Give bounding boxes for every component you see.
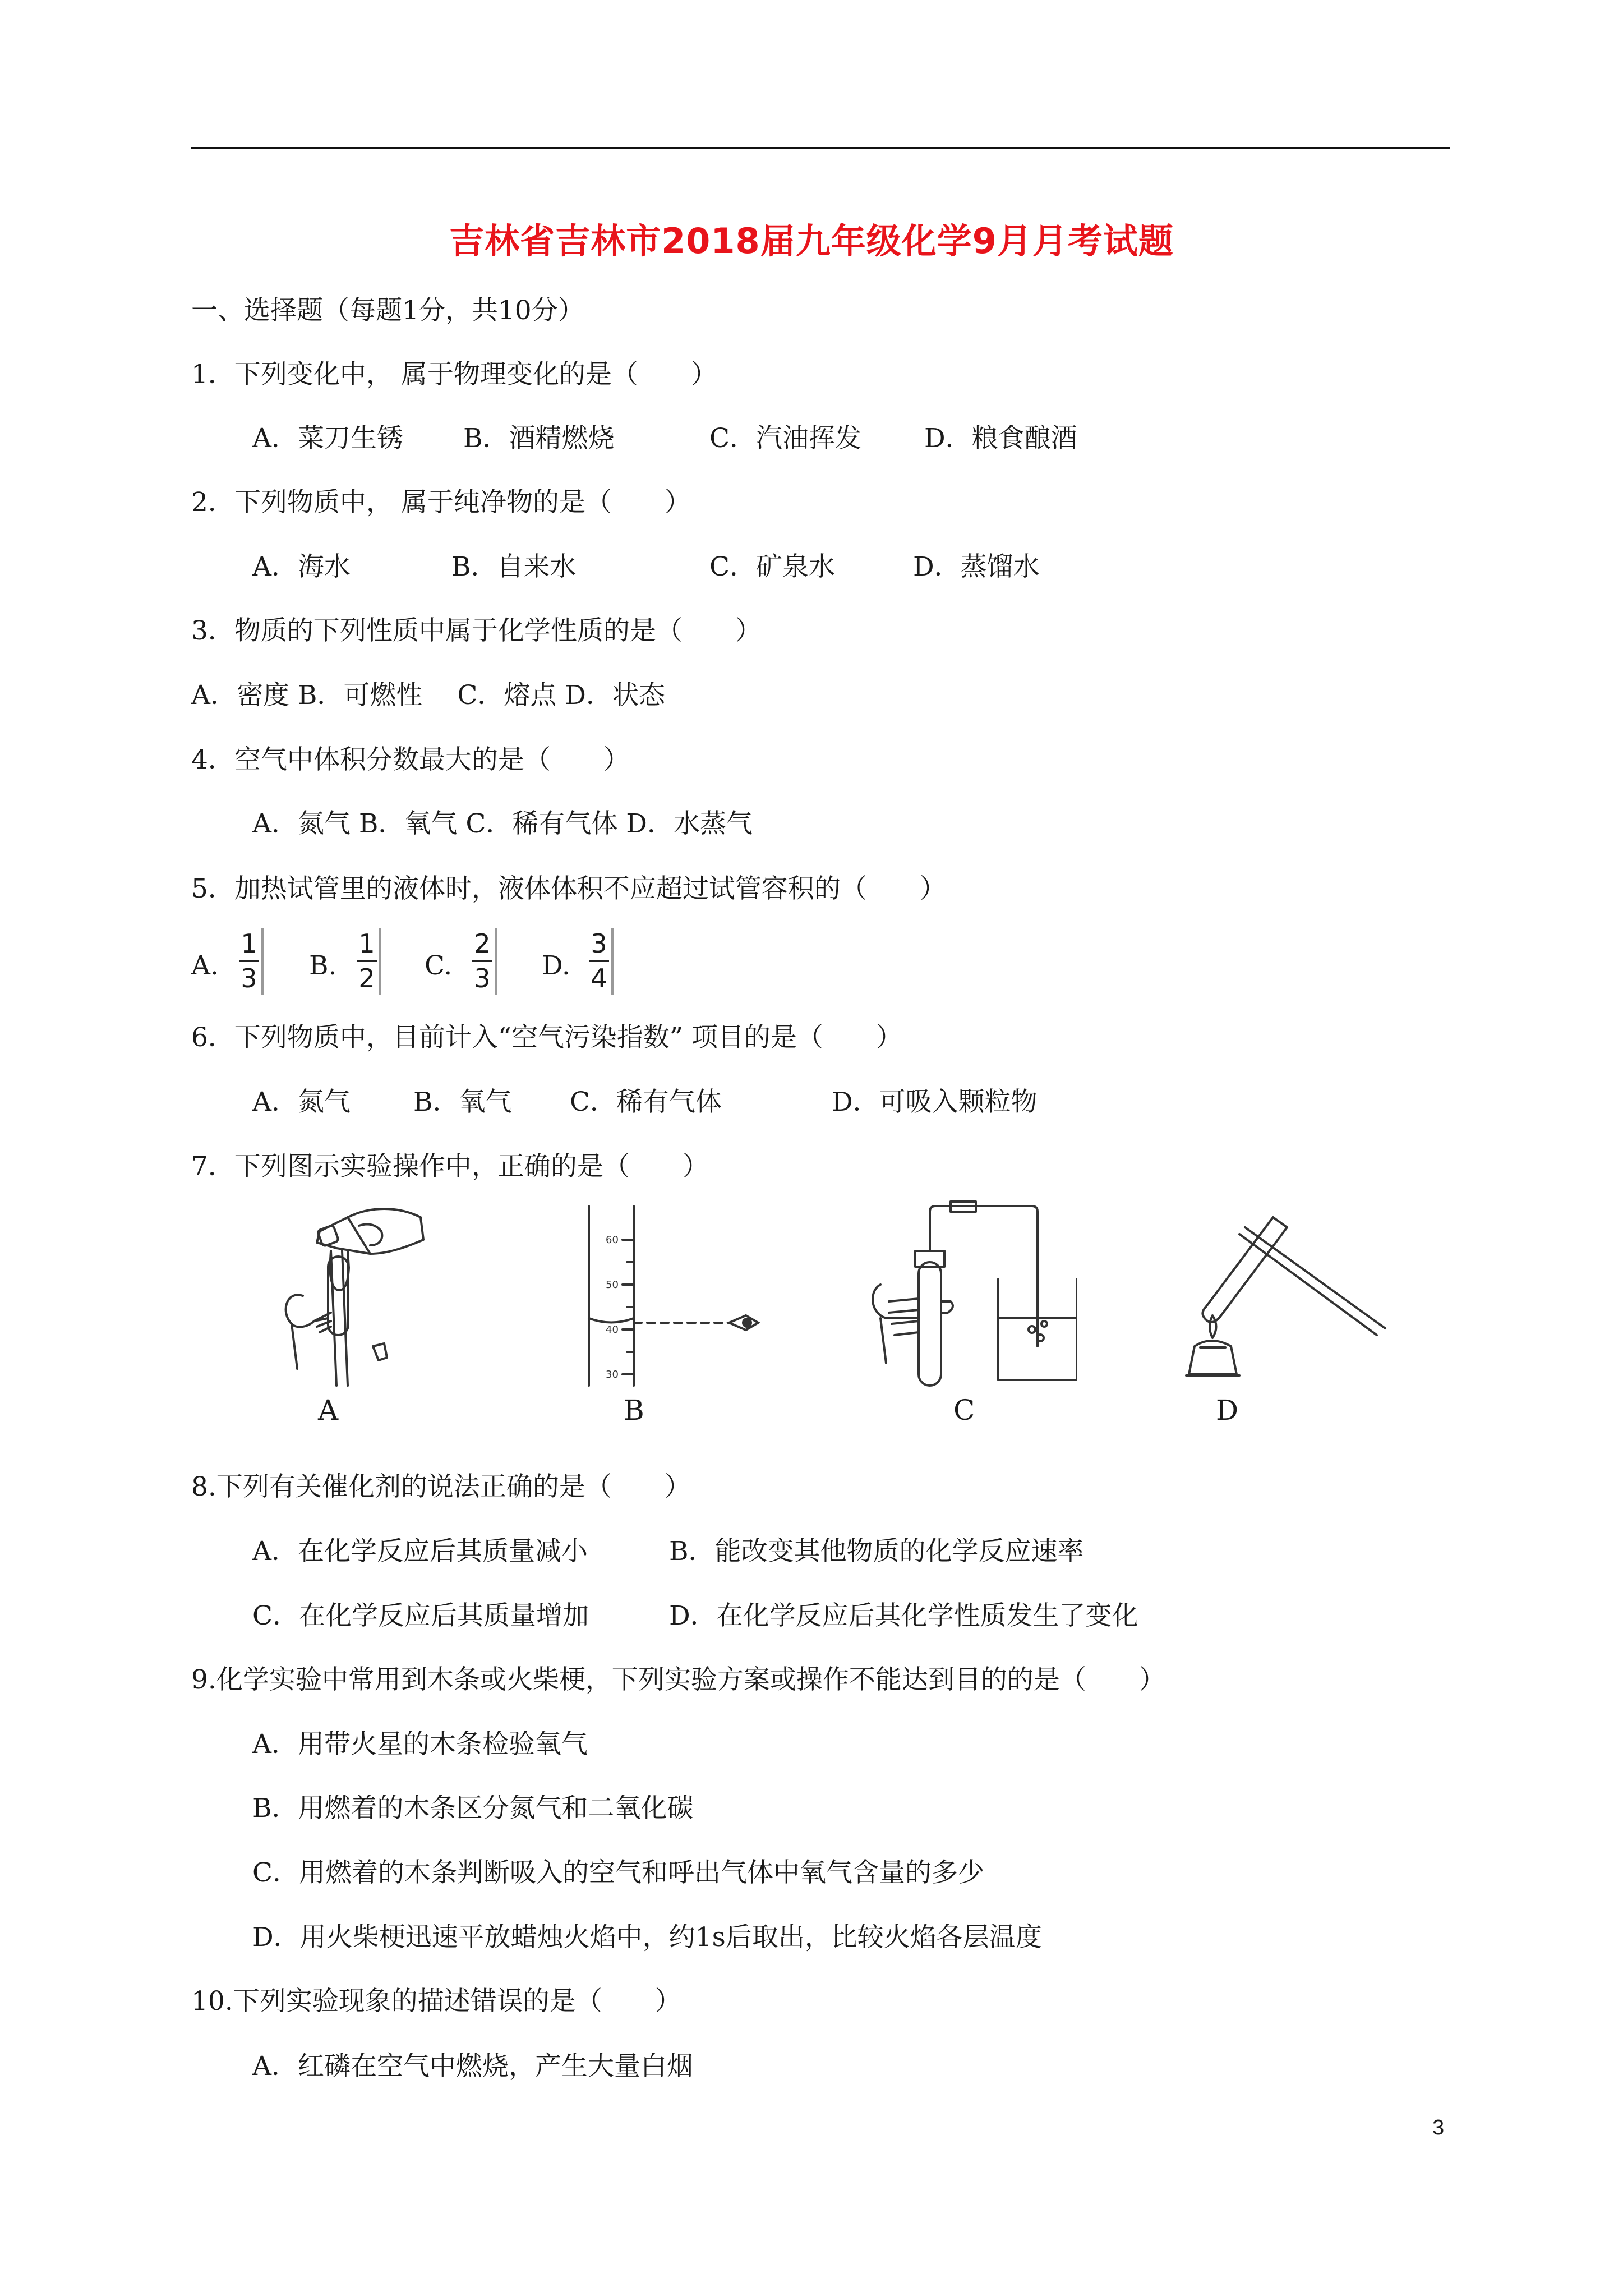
figure-heating-test-tube <box>1155 1200 1391 1391</box>
figure-label-b: B <box>624 1394 644 1427</box>
page-number: 3 <box>1432 2116 1445 2139</box>
cylinder-tick-50: 50 <box>606 1279 619 1291</box>
question-5: 5．加热试管里的液体时，液体体积不应超过试管容积的（ ） <box>191 873 946 904</box>
q3-options: A．密度 B．可燃性 C．熔点 D．状态 <box>191 680 665 711</box>
q1-option-a: A．菜刀生锈 <box>252 423 403 454</box>
fraction-numerator: 1 <box>241 928 257 959</box>
q4-options: A．氮气 B．氧气 C．稀有气体 D．水蒸气 <box>252 808 753 839</box>
question-2: 2．下列物质中， 属于纯净物的是（ ） <box>191 487 691 518</box>
fraction-bar <box>357 960 377 962</box>
q8-option-d: D．在化学反应后其化学性质发生了变化 <box>669 1600 1138 1631</box>
fraction-border <box>379 928 381 995</box>
q6-option-b: B．氧气 <box>413 1087 512 1117</box>
cylinder-tick-40: 40 <box>606 1324 619 1336</box>
q8-option-b: B．能改变其他物质的化学反应速率 <box>669 1536 1084 1567</box>
fraction-three-quarters <box>587 928 612 995</box>
fraction-denominator: 3 <box>241 963 257 993</box>
fraction-denominator: 2 <box>358 963 375 993</box>
fraction-numerator: 1 <box>358 928 375 959</box>
fraction-one-third-a <box>237 928 262 995</box>
q5-option-c: C. <box>425 950 453 981</box>
header-rule <box>191 147 1450 149</box>
q2-option-d: D．蒸馏水 <box>913 551 1040 582</box>
q2-option-b: B．自来水 <box>451 551 577 582</box>
cylinder-tick-30: 30 <box>606 1369 619 1381</box>
section-heading: 一、选择题（每题1分，共10分） <box>191 295 584 326</box>
q9-option-b: B．用燃着的木条区分氮气和二氧化碳 <box>252 1793 694 1824</box>
q1-option-b: B．酒精燃烧 <box>463 423 615 454</box>
exam-title: 吉林省吉林市2018届九年级化学9月月考试题 <box>449 220 1174 261</box>
q1-option-c: C．汽油挥发 <box>709 423 861 454</box>
q6-option-d: D．可吸入颗粒物 <box>832 1087 1038 1117</box>
question-1: 1．下列变化中， 属于物理变化的是（ ） <box>191 359 717 390</box>
fraction-numerator: 2 <box>474 928 491 959</box>
cylinder-tick-60: 60 <box>606 1234 619 1246</box>
q9-option-c: C．用燃着的木条判断吸入的空气和呼出气体中氧气含量的多少 <box>252 1857 984 1888</box>
q2-option-a: A．海水 <box>252 551 351 582</box>
figure-label-d: D <box>1216 1394 1239 1427</box>
q8-option-a: A．在化学反应后其质量减小 <box>252 1536 588 1567</box>
figure-label-c: C <box>953 1394 975 1427</box>
q9-option-d: D．用火柴梗迅速平放蜡烛火焰中，约1s后取出，比较火焰各层温度 <box>252 1922 1042 1953</box>
fraction-bar <box>589 960 609 962</box>
fraction-bar <box>472 960 492 962</box>
q2-option-c: C．矿泉水 <box>709 551 835 582</box>
q5-option-d: D. <box>542 950 570 981</box>
question-6: 6．下列物质中，目前计入“空气污染指数” 项目的是（ ） <box>191 1022 902 1053</box>
fraction-denominator: 4 <box>591 963 607 993</box>
fraction-one-half <box>354 928 380 995</box>
fraction-denominator: 3 <box>474 963 491 993</box>
figure-label-a: A <box>318 1394 339 1427</box>
fraction-two-thirds <box>470 928 496 995</box>
q5-option-b: B. <box>309 950 337 981</box>
question-9: 9.化学实验中常用到木条或火柴梗，下列实验方案或操作不能达到目的的是（ ） <box>191 1664 1165 1695</box>
question-3: 3．物质的下列性质中属于化学性质的是（ ） <box>191 615 762 646</box>
question-4: 4．空气中体积分数最大的是（ ） <box>191 744 630 775</box>
question-8: 8.下列有关催化剂的说法正确的是（ ） <box>191 1471 691 1502</box>
figure-pouring-liquid <box>264 1200 432 1391</box>
fraction-border <box>611 928 614 995</box>
q10-option-a: A．红磷在空气中燃烧，产生大量白烟 <box>252 2051 693 2082</box>
fraction-bar <box>239 960 259 962</box>
question-10: 10.下列实验现象的描述错误的是（ ） <box>191 1986 681 2017</box>
fraction-numerator: 3 <box>591 928 607 959</box>
q5-option-a: A. <box>191 950 219 981</box>
q1-option-d: D．粮食酿酒 <box>924 423 1077 454</box>
q8-option-c: C．在化学反应后其质量增加 <box>252 1600 589 1631</box>
fraction-border <box>261 928 264 995</box>
question-7: 7．下列图示实验操作中，正确的是（ ） <box>191 1151 709 1182</box>
q6-option-c: C．稀有气体 <box>570 1087 722 1117</box>
q9-option-a: A．用带火星的木条检验氧气 <box>252 1729 588 1760</box>
figure-graduated-cylinder <box>578 1200 780 1391</box>
fraction-border <box>495 928 497 995</box>
q6-option-a: A．氮气 <box>252 1087 351 1117</box>
figure-airtightness-check <box>864 1200 1077 1391</box>
